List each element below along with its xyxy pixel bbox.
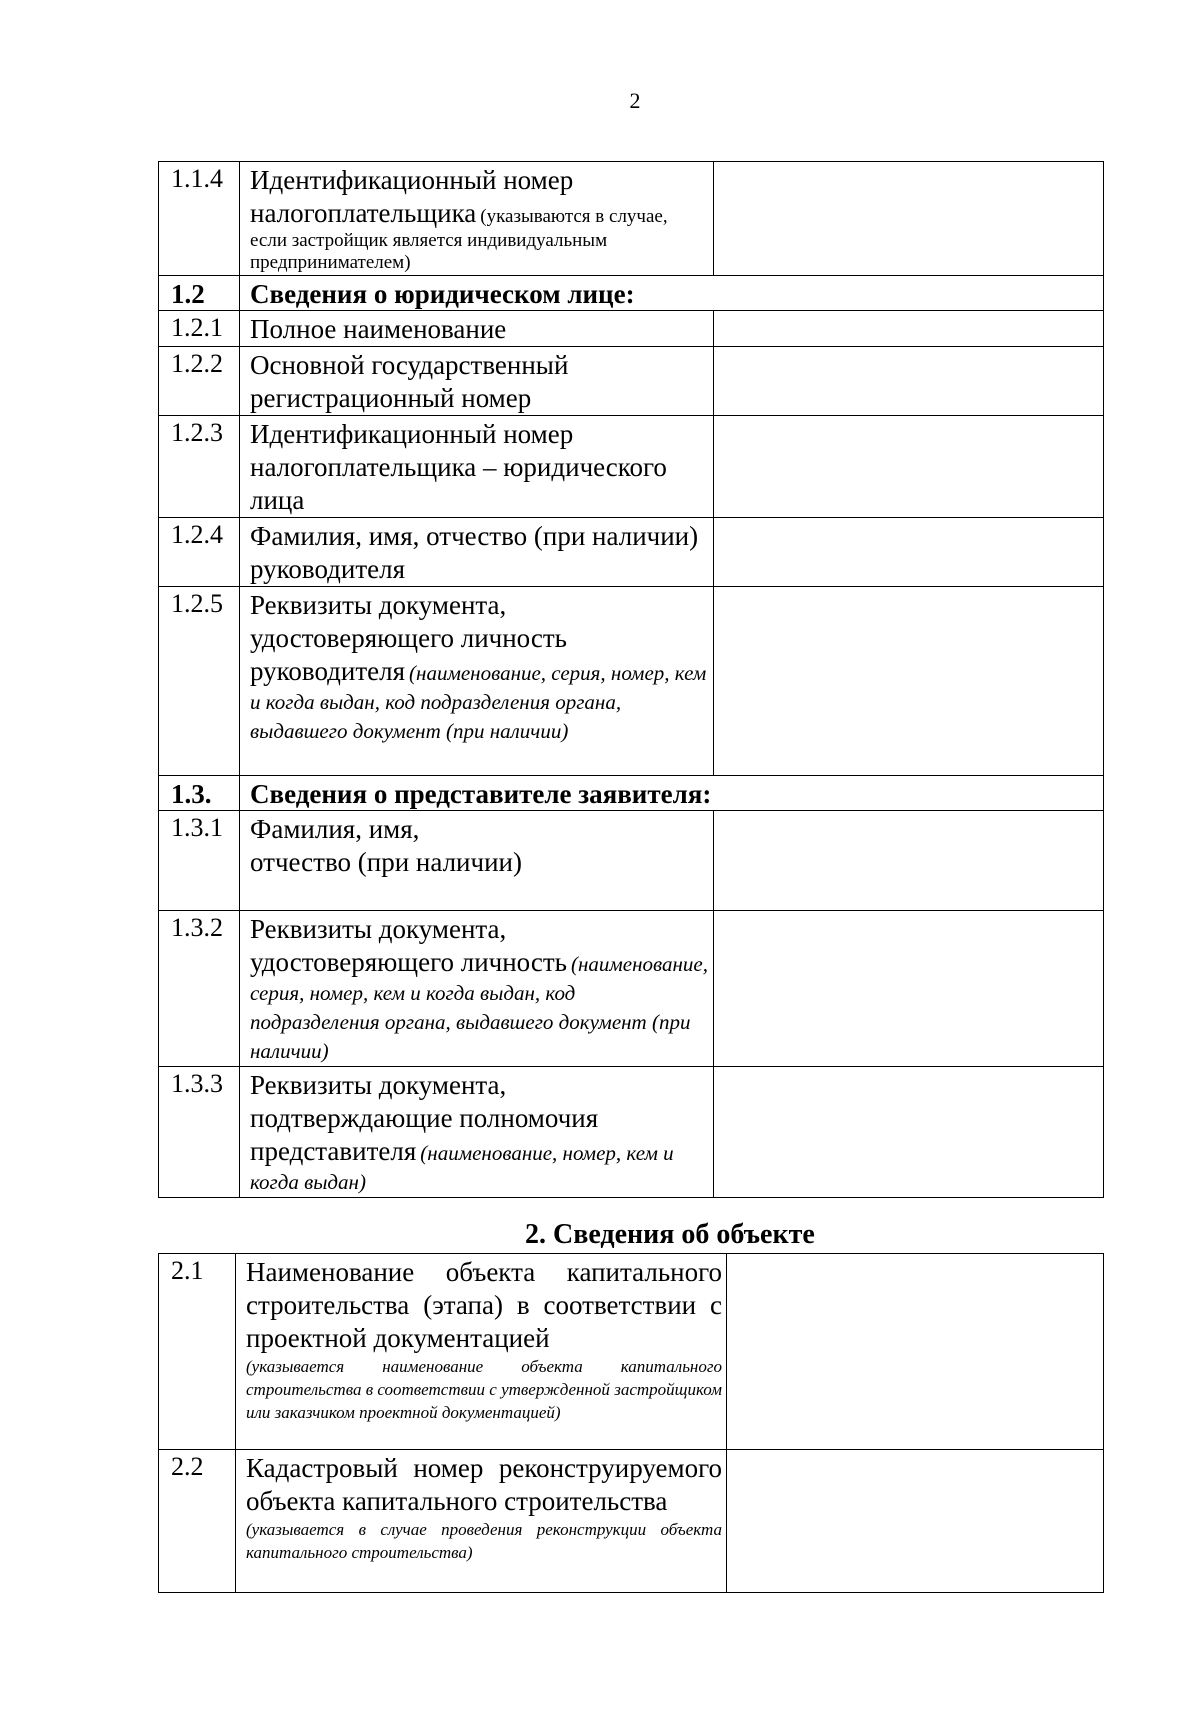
row-label: Основной государственный регистрационный номер: [240, 347, 714, 416]
table-row: [159, 811, 1104, 911]
section-row: [159, 776, 1104, 811]
table-row: [159, 311, 1104, 347]
row-number: 1.1.4: [159, 162, 240, 276]
row-note: (наименование, серия, номер, кем и когда выдан, код подразделения органа, выдавшего документ (при наличии): [250, 661, 707, 743]
row-note: (указывается наименование объекта капитального строительства в соответствии с утвержденной застройщиком или заказчиком проектной документацией): [246, 1357, 722, 1422]
row-label: Полное наименование: [240, 311, 714, 347]
value-cell[interactable]: [714, 311, 1104, 347]
value-cell[interactable]: [714, 162, 1104, 276]
row-number: 1.2.3: [159, 416, 240, 518]
section-row: [159, 276, 1104, 311]
row-label-cell: [240, 587, 714, 776]
row-label: Идентификационный номер налогоплательщика – юридического лица: [240, 416, 714, 518]
row-number: 1.2.2: [159, 347, 240, 416]
row-number: 1.2.4: [159, 518, 240, 587]
table-row: [159, 911, 1104, 1067]
object-info-table: [158, 1253, 1104, 1593]
row-label: Наименование объекта капитального строительства (этапа) в соответствии с проектной документацией: [246, 1257, 722, 1353]
applicant-info-table: [158, 161, 1104, 1198]
row-number: 1.3.1: [159, 811, 240, 911]
row-number: 2.2: [159, 1450, 236, 1593]
row-label: Реквизиты документа, удостоверяющего личность руководителя: [250, 590, 567, 686]
row-label-line: Фамилия, имя,: [250, 814, 420, 844]
table-row: [159, 416, 1104, 518]
section-heading: Сведения о представителе заявителя:: [240, 776, 1104, 811]
row-number: 2.1: [159, 1254, 236, 1450]
section-heading: Сведения о юридическом лице:: [240, 276, 1104, 311]
row-number: 1.3.2: [159, 911, 240, 1067]
table-row: [159, 1254, 1104, 1450]
table-row: [159, 587, 1104, 776]
row-label-cell: [240, 1067, 714, 1198]
value-cell[interactable]: [714, 416, 1104, 518]
row-label: Реквизиты документа, подтверждающие полномочия представителя: [250, 1070, 599, 1166]
row-label-cell: [240, 911, 714, 1067]
row-label-cell: [240, 811, 714, 911]
value-cell[interactable]: [714, 911, 1104, 1067]
page-number: 2: [629, 88, 641, 113]
row-label-cell: [236, 1450, 727, 1593]
value-cell[interactable]: [727, 1254, 1104, 1450]
row-label: Фамилия, имя, отчество (при наличии) руководителя: [240, 518, 714, 587]
row-label-line: отчество (при наличии): [250, 847, 522, 877]
row-note: (указываются в случае, если застройщик является индивидуальным предпринимателем): [250, 206, 668, 273]
row-label-cell: [236, 1254, 727, 1450]
value-cell[interactable]: [714, 347, 1104, 416]
row-label: Кадастровый номер реконструируемого объекта капитального строительства: [246, 1453, 722, 1516]
value-cell[interactable]: [714, 587, 1104, 776]
section-number: 1.3.: [159, 776, 240, 811]
value-cell[interactable]: [714, 1067, 1104, 1198]
row-label: Идентификационный номер налогоплательщика: [250, 165, 574, 228]
row-number: 1.3.3: [159, 1067, 240, 1198]
section-number: 1.2: [159, 276, 240, 311]
row-number: 1.2.1: [159, 311, 240, 347]
value-cell[interactable]: [714, 811, 1104, 911]
value-cell[interactable]: [727, 1450, 1104, 1593]
row-label: Реквизиты документа, удостоверяющего личность: [250, 914, 567, 977]
section-2-title: 2. Сведения об объекте: [525, 1219, 815, 1250]
row-note: (наименование, серия, номер, кем и когда выдан, код подразделения органа, выдавшего документ (при наличии): [250, 952, 708, 1063]
row-note: (указывается в случае проведения реконструкции объекта капитального строительства): [246, 1520, 722, 1562]
table-row: [159, 1450, 1104, 1593]
table-row: [159, 347, 1104, 416]
row-number: 1.2.5: [159, 587, 240, 776]
value-cell[interactable]: [714, 518, 1104, 587]
row-label-cell: [240, 162, 714, 276]
table-row: [159, 162, 1104, 276]
table-row: [159, 1067, 1104, 1198]
table-row: [159, 518, 1104, 587]
row-note: (наименование, номер, кем и когда выдан): [250, 1141, 674, 1194]
